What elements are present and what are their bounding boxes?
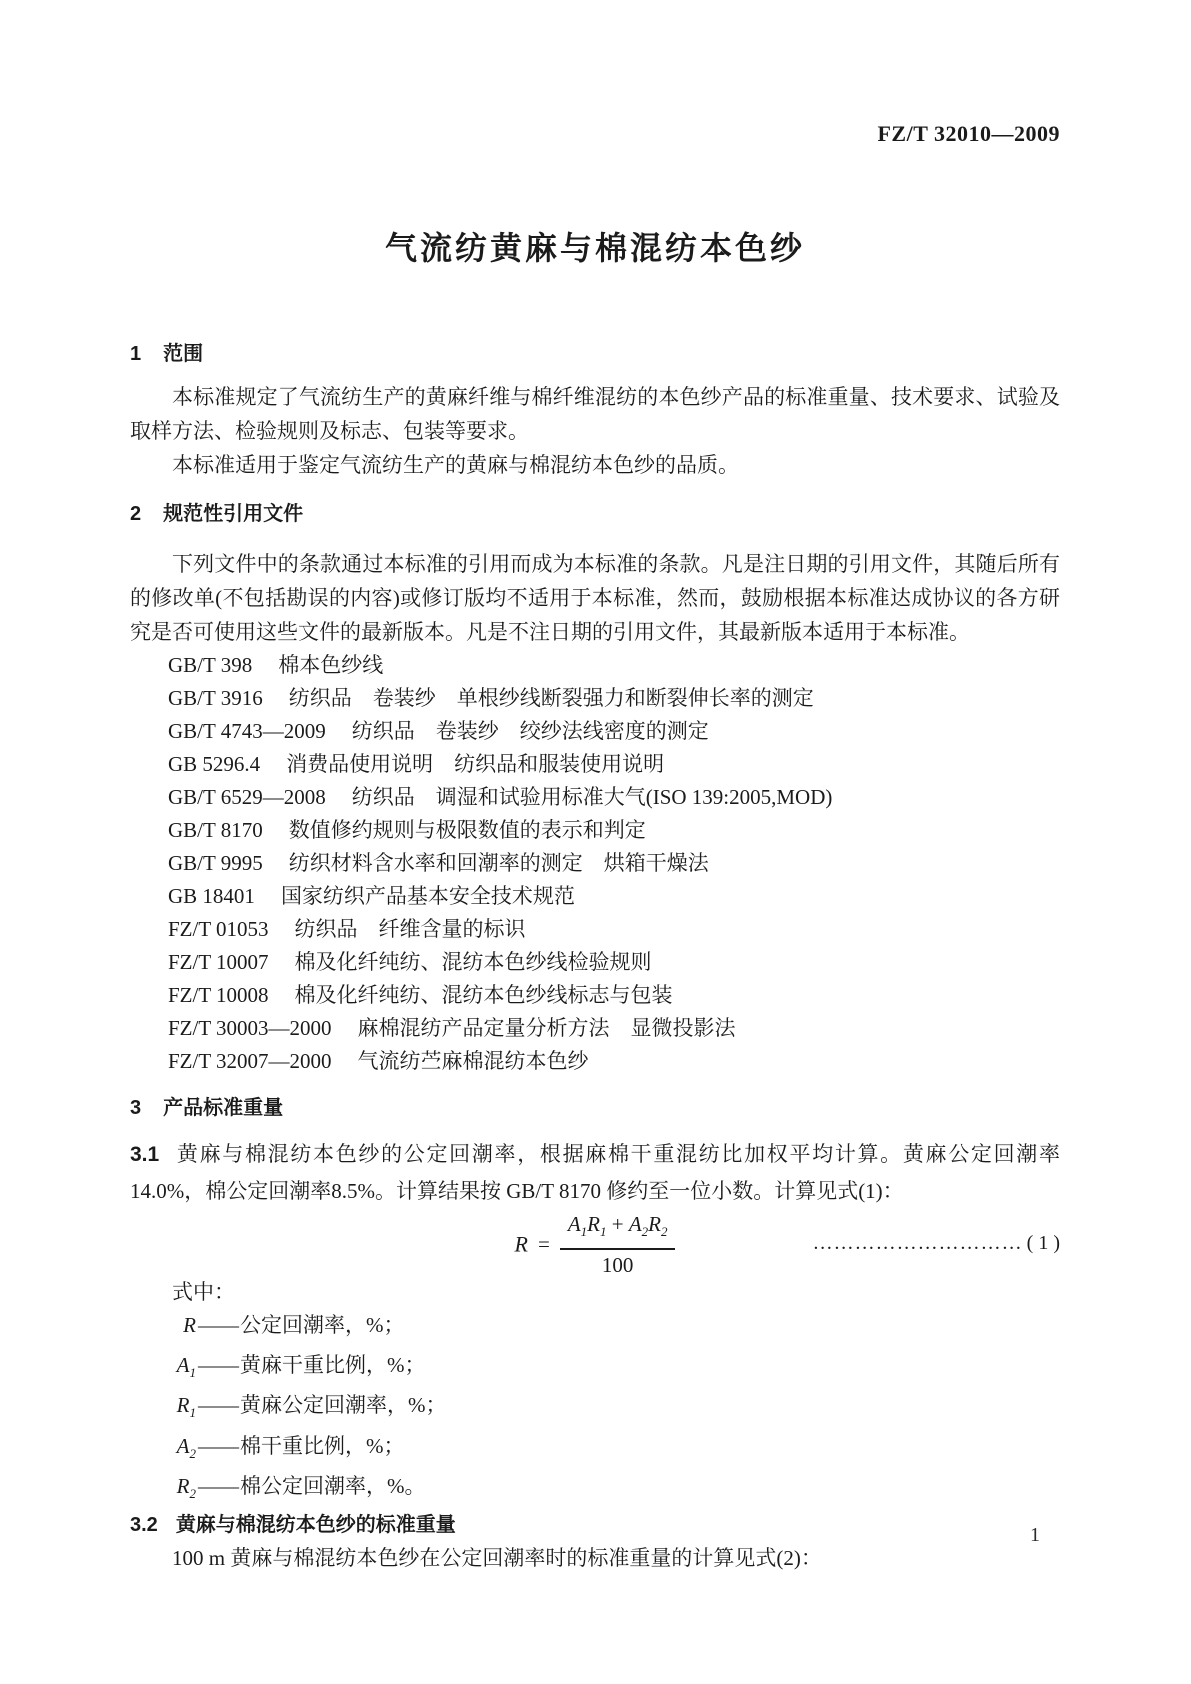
- formula-1-tag: ( 1 ): [1026, 1232, 1060, 1254]
- reference-title: 纺织品 卷装纱 单根纱线断裂强力和断裂伸长率的测定: [288, 686, 814, 710]
- reference-item: [130, 1045, 1060, 1078]
- page-content: [130, 0, 1060, 1575]
- reference-code: GB/T 8170: [168, 818, 263, 842]
- clause-3-2-label: 黄麻与棉混纺本色纱的标准重量: [175, 1513, 456, 1536]
- document-title: 气流纺黄麻与棉混纺本色纱: [384, 230, 805, 266]
- section-1-paragraph-2: 本标准适用于鉴定气流纺生产的黄麻与棉混纺本色纱的品质。: [172, 453, 739, 477]
- definition-row: $R_2——$棉公定回潮率，%。: [176, 1473, 426, 1501]
- formula-equals: =: [537, 1232, 550, 1257]
- formula-1: [130, 1210, 1060, 1276]
- clause-3-1-number: 3.1: [130, 1143, 160, 1166]
- reference-title: 棉及化纤纯纺、混纺本色纱线标志与包装: [294, 983, 673, 1007]
- reference-code: GB/T 3916: [168, 686, 263, 710]
- reference-code: GB/T 6529—2008: [168, 785, 326, 809]
- reference-code: GB/T 398: [168, 653, 253, 677]
- section-1-paragraph-1: 本标准规定了气流纺生产的黄麻纤维与棉纤维混纺的本色纱产品的标准重量、技术要求、试验及取样方法、检验规则及标志、包装等要求。: [130, 385, 1060, 443]
- reference-item: [130, 781, 1060, 814]
- reference-item: [130, 649, 1060, 682]
- reference-code: FZ/T 10008: [168, 983, 269, 1007]
- formula-numerator: $A_1R_1 + A_2R_2$: [560, 1212, 676, 1250]
- reference-item: [130, 946, 1060, 979]
- reference-code: FZ/T 01053: [168, 917, 269, 941]
- section-2-number: 2: [130, 503, 142, 525]
- reference-code: FZ/T 30003—2000: [168, 1016, 332, 1040]
- reference-title: 气流纺苎麻棉混纺本色纱: [357, 1049, 589, 1073]
- clause-3-2-heading: [130, 1510, 1060, 1540]
- section-2-paragraph-1: 下列文件中的条款通过本标准的引用而成为本标准的条款。凡是注日期的引用文件，其随后所有的修改单(不包括勘误的内容)或修订版均不适用于本标准，然而，鼓励根据本标准达成协议的各方研究是否可使用这些文件的最新版本。凡是不注日期的引用文件，其最新版本适用于本标准。: [130, 552, 1060, 644]
- section-2-label: 规范性引用文件: [163, 503, 304, 525]
- section-1-label: 范围: [163, 343, 204, 365]
- normative-references-list: [130, 649, 1060, 1078]
- reference-title: 消费品使用说明 纺织品和服装使用说明: [286, 752, 665, 776]
- reference-code: FZ/T 32007—2000: [168, 1049, 332, 1073]
- reference-title: 数值修约规则与极限数值的表示和判定: [288, 818, 646, 842]
- definition-desc: 黄麻干重比例，%；: [240, 1353, 426, 1378]
- reference-code: GB 5296.4: [168, 752, 261, 776]
- section-3-label: 产品标准重量: [163, 1097, 284, 1119]
- symbol-definitions: [130, 1309, 1060, 1510]
- reference-code: GB/T 9995: [168, 851, 263, 875]
- section-3-heading: [130, 1094, 1060, 1122]
- definition-row: $A_1——$黄麻干重比例，%；: [176, 1353, 426, 1381]
- reference-code: FZ/T 10007: [168, 950, 269, 974]
- definition-row: $A_2——$棉干重比例，%；: [176, 1433, 405, 1461]
- definition-row: $R_1——$黄麻公定回潮率，%；: [176, 1393, 447, 1421]
- reference-code: GB 18401: [168, 884, 255, 908]
- definition-desc: 棉干重比例，%；: [240, 1433, 405, 1458]
- section-1-heading: [130, 340, 1060, 368]
- clause-3-1-text: 黄麻与棉混纺本色纱的公定回潮率，根据麻棉干重混纺比加权平均计算。黄麻公定回潮率14.0%，棉公定回潮率8.5%。计算结果按 GB/T 8170 修约至一位小数。计算见式(1)：: [130, 1142, 1060, 1203]
- page-number: 1: [1030, 1524, 1040, 1546]
- formula-fraction: [560, 1212, 676, 1277]
- clause-3-2-number: 3.2: [130, 1513, 158, 1536]
- clause-3-1-paragraph: [130, 1136, 1060, 1210]
- reference-title: 棉及化纤纯纺、混纺本色纱线检验规则: [294, 950, 652, 974]
- reference-title: 麻棉混纺产品定量分析方法 显微投影法: [357, 1016, 736, 1040]
- clause-3-2-paragraph: 100 m 黄麻与棉混纺本色纱在公定回潮率时的标准重量的计算见式(2)：: [172, 1545, 822, 1570]
- definition-desc: 黄麻公定回潮率，%；: [240, 1393, 447, 1418]
- reference-title: 纺织品 纤维含量的标识: [294, 917, 526, 941]
- reference-item: [130, 715, 1060, 748]
- standard-number: FZ/T 32010—2009: [877, 121, 1060, 146]
- reference-item: [130, 1012, 1060, 1045]
- section-2-heading: [130, 500, 1060, 528]
- where-label: 式中：: [172, 1280, 235, 1304]
- reference-item: [130, 682, 1060, 715]
- definition-desc: 公定回潮率，%；: [240, 1313, 405, 1337]
- reference-title: 纺织品 调湿和试验用标准大气(ISO 139:2005,MOD): [351, 785, 833, 809]
- reference-item: [130, 913, 1060, 946]
- definition-desc: 棉公定回潮率，%。: [240, 1473, 426, 1498]
- formula-lhs: R: [514, 1231, 528, 1257]
- reference-title: 纺织品 卷装纱 绞纱法线密度的测定: [351, 719, 709, 743]
- reference-item: [130, 748, 1060, 781]
- reference-item: [130, 814, 1060, 847]
- definition-row: R——公定回潮率，%；: [183, 1313, 405, 1337]
- reference-title: 棉本色纱线: [278, 653, 384, 677]
- reference-title: 国家纺织产品基本安全技术规范: [280, 884, 575, 908]
- dotted-leader: …………………………: [812, 1232, 1023, 1254]
- reference-title: 纺织材料含水率和回潮率的测定 烘箱干燥法: [288, 851, 709, 875]
- section-1-number: 1: [130, 343, 142, 365]
- reference-item: [130, 880, 1060, 913]
- formula-1-leader: [813, 1230, 1060, 1256]
- formula-denominator: 100: [601, 1253, 634, 1278]
- section-3-number: 3: [130, 1097, 142, 1119]
- reference-item: [130, 847, 1060, 880]
- reference-code: GB/T 4743—2009: [168, 719, 326, 743]
- reference-item: [130, 979, 1060, 1012]
